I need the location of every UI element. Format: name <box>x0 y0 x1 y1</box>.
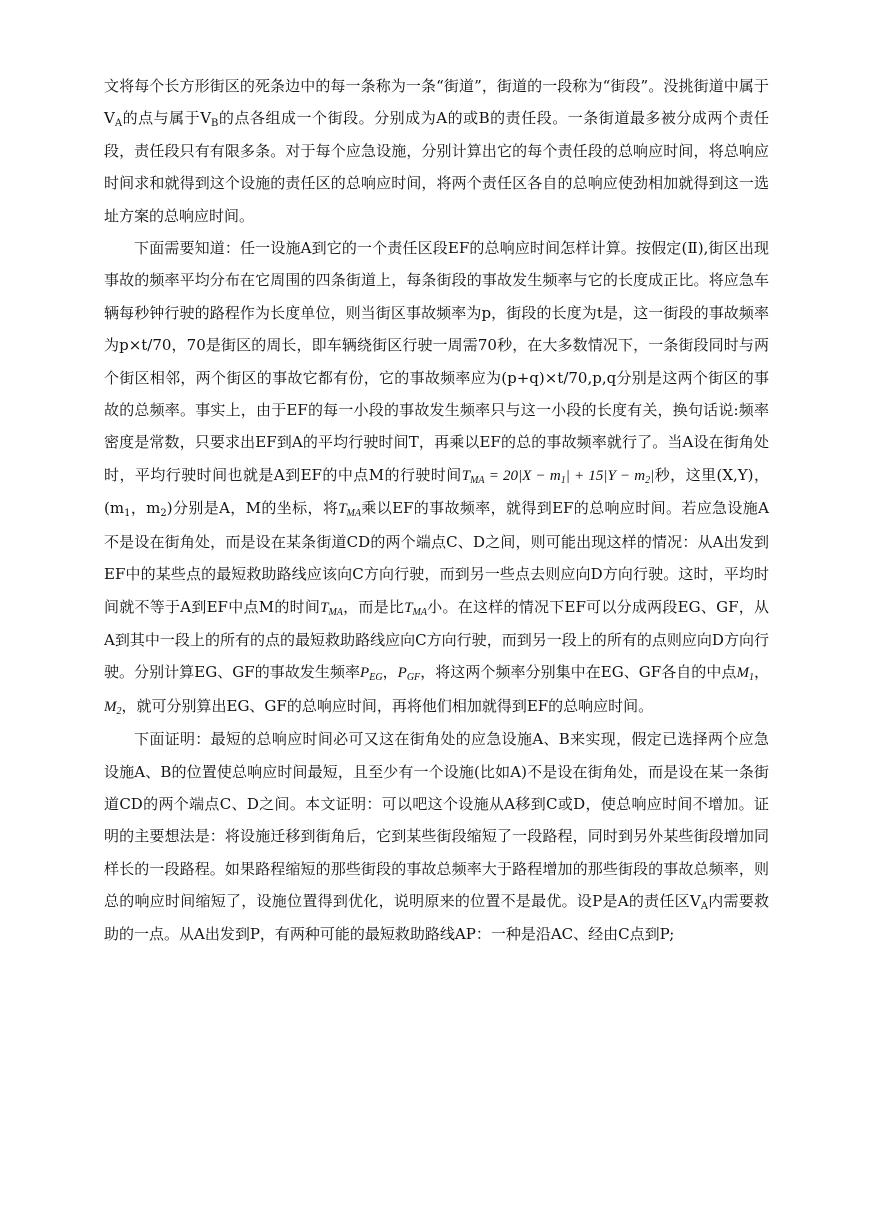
formula-tma: $T_{MA} = 20|X - m_1| + 15|Y - m_2|$ <box>461 467 655 486</box>
symbol-p-eg: $P_{EG}$ <box>360 665 383 684</box>
subscript: A <box>114 118 123 130</box>
symbol-tma: $T_{MA}$ <box>320 599 343 618</box>
paragraph-2: 下面需要知道：任一设施A到它的一个责任区段EF的总响应时间怎样计算。按假定(Ⅱ),街区出现事故的频率平均分布在它周围的四条街道上，每条街段的事故发生频率与它的长度成正比。将应急车辆每秒钟行驶的路程作为长度单位，则当街区事故频率为p，街段的长度为t是，这一街段的事故频率为p×t/70，70是街区的周长，即车辆绕街区行驶一周需70秒，在大多数情况下，一条街段同时与两个街区相邻，两个街区的事故它都有份，它的事故频率应为(p+q)×t/70,p,q分别是这两个街区的事故的总频率。事实上，由于EF的每一小段的事故发生频率只与这一小段的长度有关，换句话说:频率密度是常数，只要求出EF到A的平均行驶时间T，再乘以EF的总的事故频率就行了。当A设在街角处时，平均行驶时间也就是A到EF的中点M的行驶时间$T_{MA} = 20|X - m_1| + 15|Y - m_2|$秒，这里(X,Y)，($m_1$，$m_2$)分别是A，M的坐标，将$T_{MA}$乘以EF的事故频率，就得到EF的总响应时间。若应急设施A不是设在街角处，而是设在某条街道CD的两个端点C、D之间，则可能出现这样的情况：从A出发到EF中的某些点的最短救助路线应该向C方向行驶，而到另一些点去则应向D方向行驶。这时，平均时间就不等于A到EF中点M的时间$T_{MA}$，而是比$T_{MA}$小。在这样的情况下EF可以分成两段EG、GF，从A到其中一段上的所有的点的最短救助路线应向C方向行驶，而到另一段上的所有的点则应向D方向行驶。分别计算EG、GF的事故发生频率$P_{EG}$，$P_{GF}$，将这两个频率分别集中在EG、GF各自的中点$M_1$，$M_2$，就可分别算出EG、GF的总响应时间，再将他们相加就得到EF的总响应时间。 <box>104 239 769 717</box>
subscript: A <box>700 901 708 913</box>
symbol-tma: $T_{MA}$ <box>404 599 427 618</box>
symbol-m2: $M_2$ <box>104 698 122 717</box>
symbol-tma: $T_{MA}$ <box>338 501 361 520</box>
paragraph-1: 文将每个长方形街区的死条边中的每一条称为一条“街道”，街道的一段称为“街段”。没挑街道中属于$V_A$的点与属于$V_B$的点各组成一个街段。分别成为A的或B的责任段。一条街道最多被分成两个责任段，责任段只有有限多条。对于每个应急设施，分别计算出它的每个责任段的总响应时间，将总响应时间求和就得到这个设施的责任区的总响应时间，将两个责任区各自的总响应使劲相加就得到这一选址方案的总响应时间。 <box>104 77 770 225</box>
paragraph-3: 下面证明：最短的总响应时间必可又这在街角处的应急设施A、B来实现，假定已选择两个应急设施A、B的位置使总响应时间最短，且至少有一个设施(比如A)不是设在街角处，而是设在某一条街道CD的两个端点C、D之间。本文证明：可以吧这个设施从A移到C或D，使总响应时间不增加。证明的主要想法是：将设施迁移到街角后，它到某些街段缩短了一段路程，同时到另外某些街段增加同样长的一段路程。如果路程缩短的那些街段的事故总频率大于路程增加的那些街段的事故总频率，则总的响应时间缩短了，设施位置得到优化，说明原来的位置不是最优。设P是A的责任区$V_A$内需要救助的一点。从A出发到P，有两种可能的最短救助路线AP：一种是沿AC、经由C点到P; <box>104 730 769 943</box>
symbol-p-gf: $P_{GF}$ <box>397 665 421 684</box>
symbol-m1: $M_1$ <box>736 665 754 684</box>
subscript: B <box>211 118 219 130</box>
document-page <box>104 70 769 950</box>
